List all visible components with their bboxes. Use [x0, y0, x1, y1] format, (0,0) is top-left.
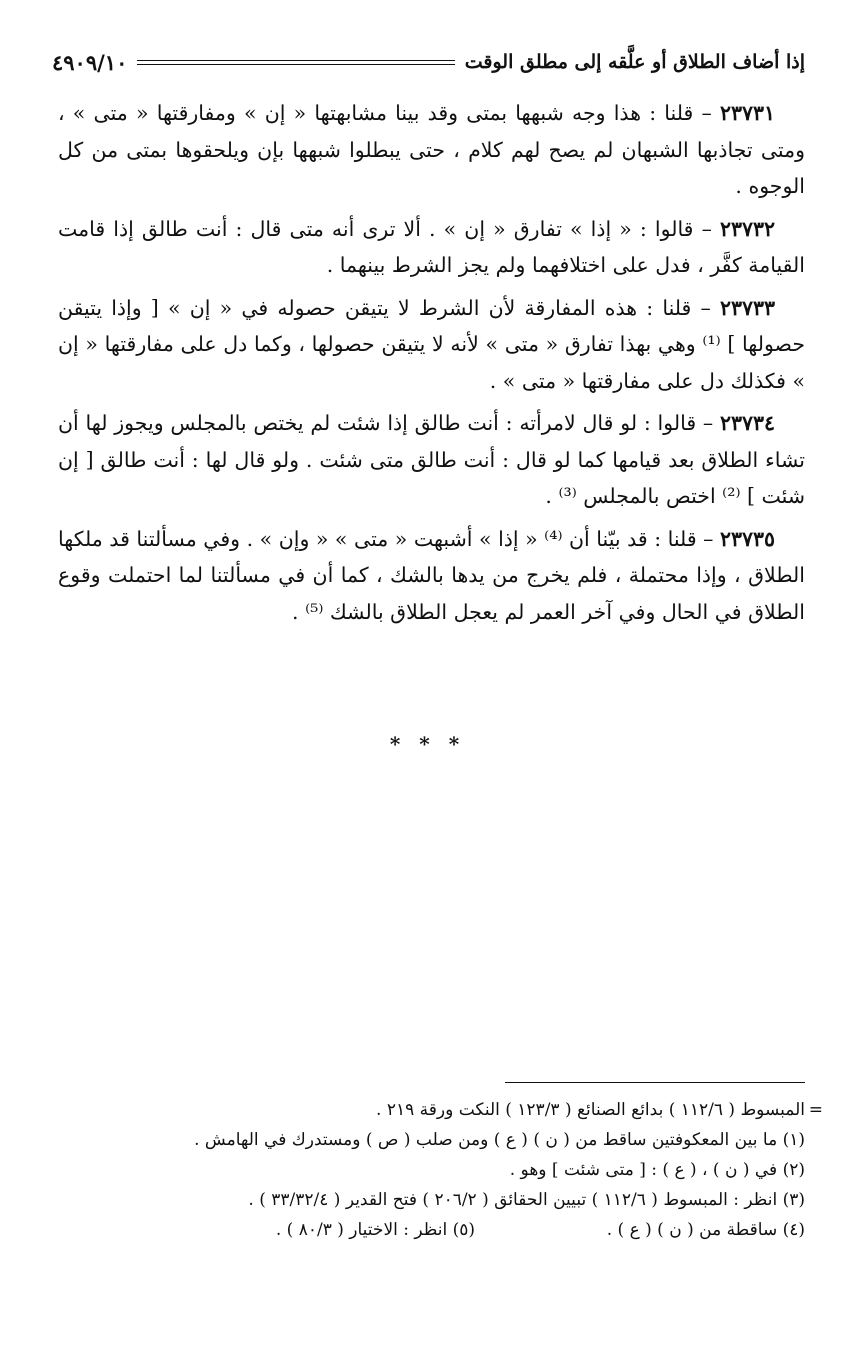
footnote-rule [505, 1082, 805, 1083]
page-reference: ٤٩٠٩/١٠ [52, 49, 128, 75]
footnote-continuation [60, 1095, 823, 1125]
continuation-mark: = [808, 1100, 823, 1120]
footnote-2: (٢) في ( ن ) ، ( ع ) : [ متى شئت ] وهو . [509, 1160, 805, 1180]
footnote-3: (٣) انظر : المبسوط ( ١١٢/٦ ) تبيين الحقائق ( ٢٠٦/٢ ) فتح القدير ( ٣٣/٣٢/٤ ) . [248, 1190, 805, 1210]
paragraph-23731 [58, 95, 805, 205]
paragraph-23734 [58, 405, 805, 515]
paragraph-number: ٢٣٧٣٥ [719, 526, 775, 551]
paragraph-text: – قلنا : قد بيّنا أن ⁽⁴⁾ « إذا » أشبهت « متى » « وإن » . وفي مسألتنا قد ملكها الطلاق ، وإذا محتملة ، فلم يخرج من يدها بالشك ، كما أن في مسألتنا لما احتملت وقوع الطلاق في الحال وفي آخر العمر لم يعجل الطلاق بالشك ⁽⁵⁾ . [58, 526, 805, 624]
footnotes [60, 1095, 823, 1245]
footnote-5: (٥) انظر : الاختيار ( ٨٠/٣ ) . [275, 1220, 475, 1240]
paragraph-number: ٢٣٧٣٤ [719, 411, 775, 435]
paragraph-number: ٢٣٧٣٣ [719, 295, 775, 320]
main-text [58, 95, 805, 636]
paragraph-number: ٢٣٧٣٢ [719, 216, 775, 241]
header-rule [137, 60, 454, 65]
footnote-4: (٤) ساقطة من ( ن ) ( ع ) . [606, 1220, 805, 1240]
running-title: إذا أضاف الطلاق أو علَّقه إلى مطلق الوقت [464, 51, 805, 73]
section-separator: * * * [389, 732, 466, 756]
page-header [52, 42, 805, 82]
paragraph-23733 [58, 290, 805, 400]
footnote-text: المبسوط ( ١١٢/٦ ) بدائع الصنائع ( ١٢٣/٣ ) النكت ورقة ٢١٩ . [376, 1100, 805, 1120]
footnote-row-4-5 [60, 1215, 823, 1245]
paragraph-text: – قالوا : لو قال لامرأته : أنت طالق إذا شئت لم يختص بالمجلس ويجوز لها أن تشاء الطلاق بعد قيامها كما لو قال : أنت طالق متى شئت . ولو قال لها : أنت طالق [ إن شئت ] ⁽²⁾ اختص بالمجلس ⁽³⁾ . [58, 411, 805, 508]
paragraph-text: – قلنا : هذه المفارقة لأن الشرط لا يتيقن حصوله في « إن » [ وإذا يتيقن حصولها ] ⁽¹⁾ وهي بهذا تفارق « متى » لأنه لا يتيقن حصولها ، وكما دل على مفارقتها « إن » فكذلك دل على مفارقتها « متى » . [58, 295, 805, 393]
paragraph-23735 [58, 521, 805, 631]
paragraph-text: – قالوا : « إذا » تفارق « إن » . ألا ترى أنه متى قال : أنت طالق إذا قامت القيامة كفَّر ، فدل على اختلافهما ولم يجز الشرط بينهما . [58, 216, 805, 277]
paragraph-text: – قلنا : هذا وجه شبهها بمتى وقد بينا مشابهتها « إن » ومفارقتها « متى » ، ومتى تجاذبها الشبهان لم يصح لهم كلام ، حتى يبطلوا شبهها بإن ويلحقوها بمتى من كل الوجوه . [58, 101, 805, 198]
footnote-1: (١) ما بين المعكوفتين ساقط من ( ن ) ( ع ) ومن صلب ( ص ) ومستدرك في الهامش . [194, 1130, 805, 1150]
paragraph-number: ٢٣٧٣١ [719, 101, 775, 125]
paragraph-23732 [58, 211, 805, 284]
